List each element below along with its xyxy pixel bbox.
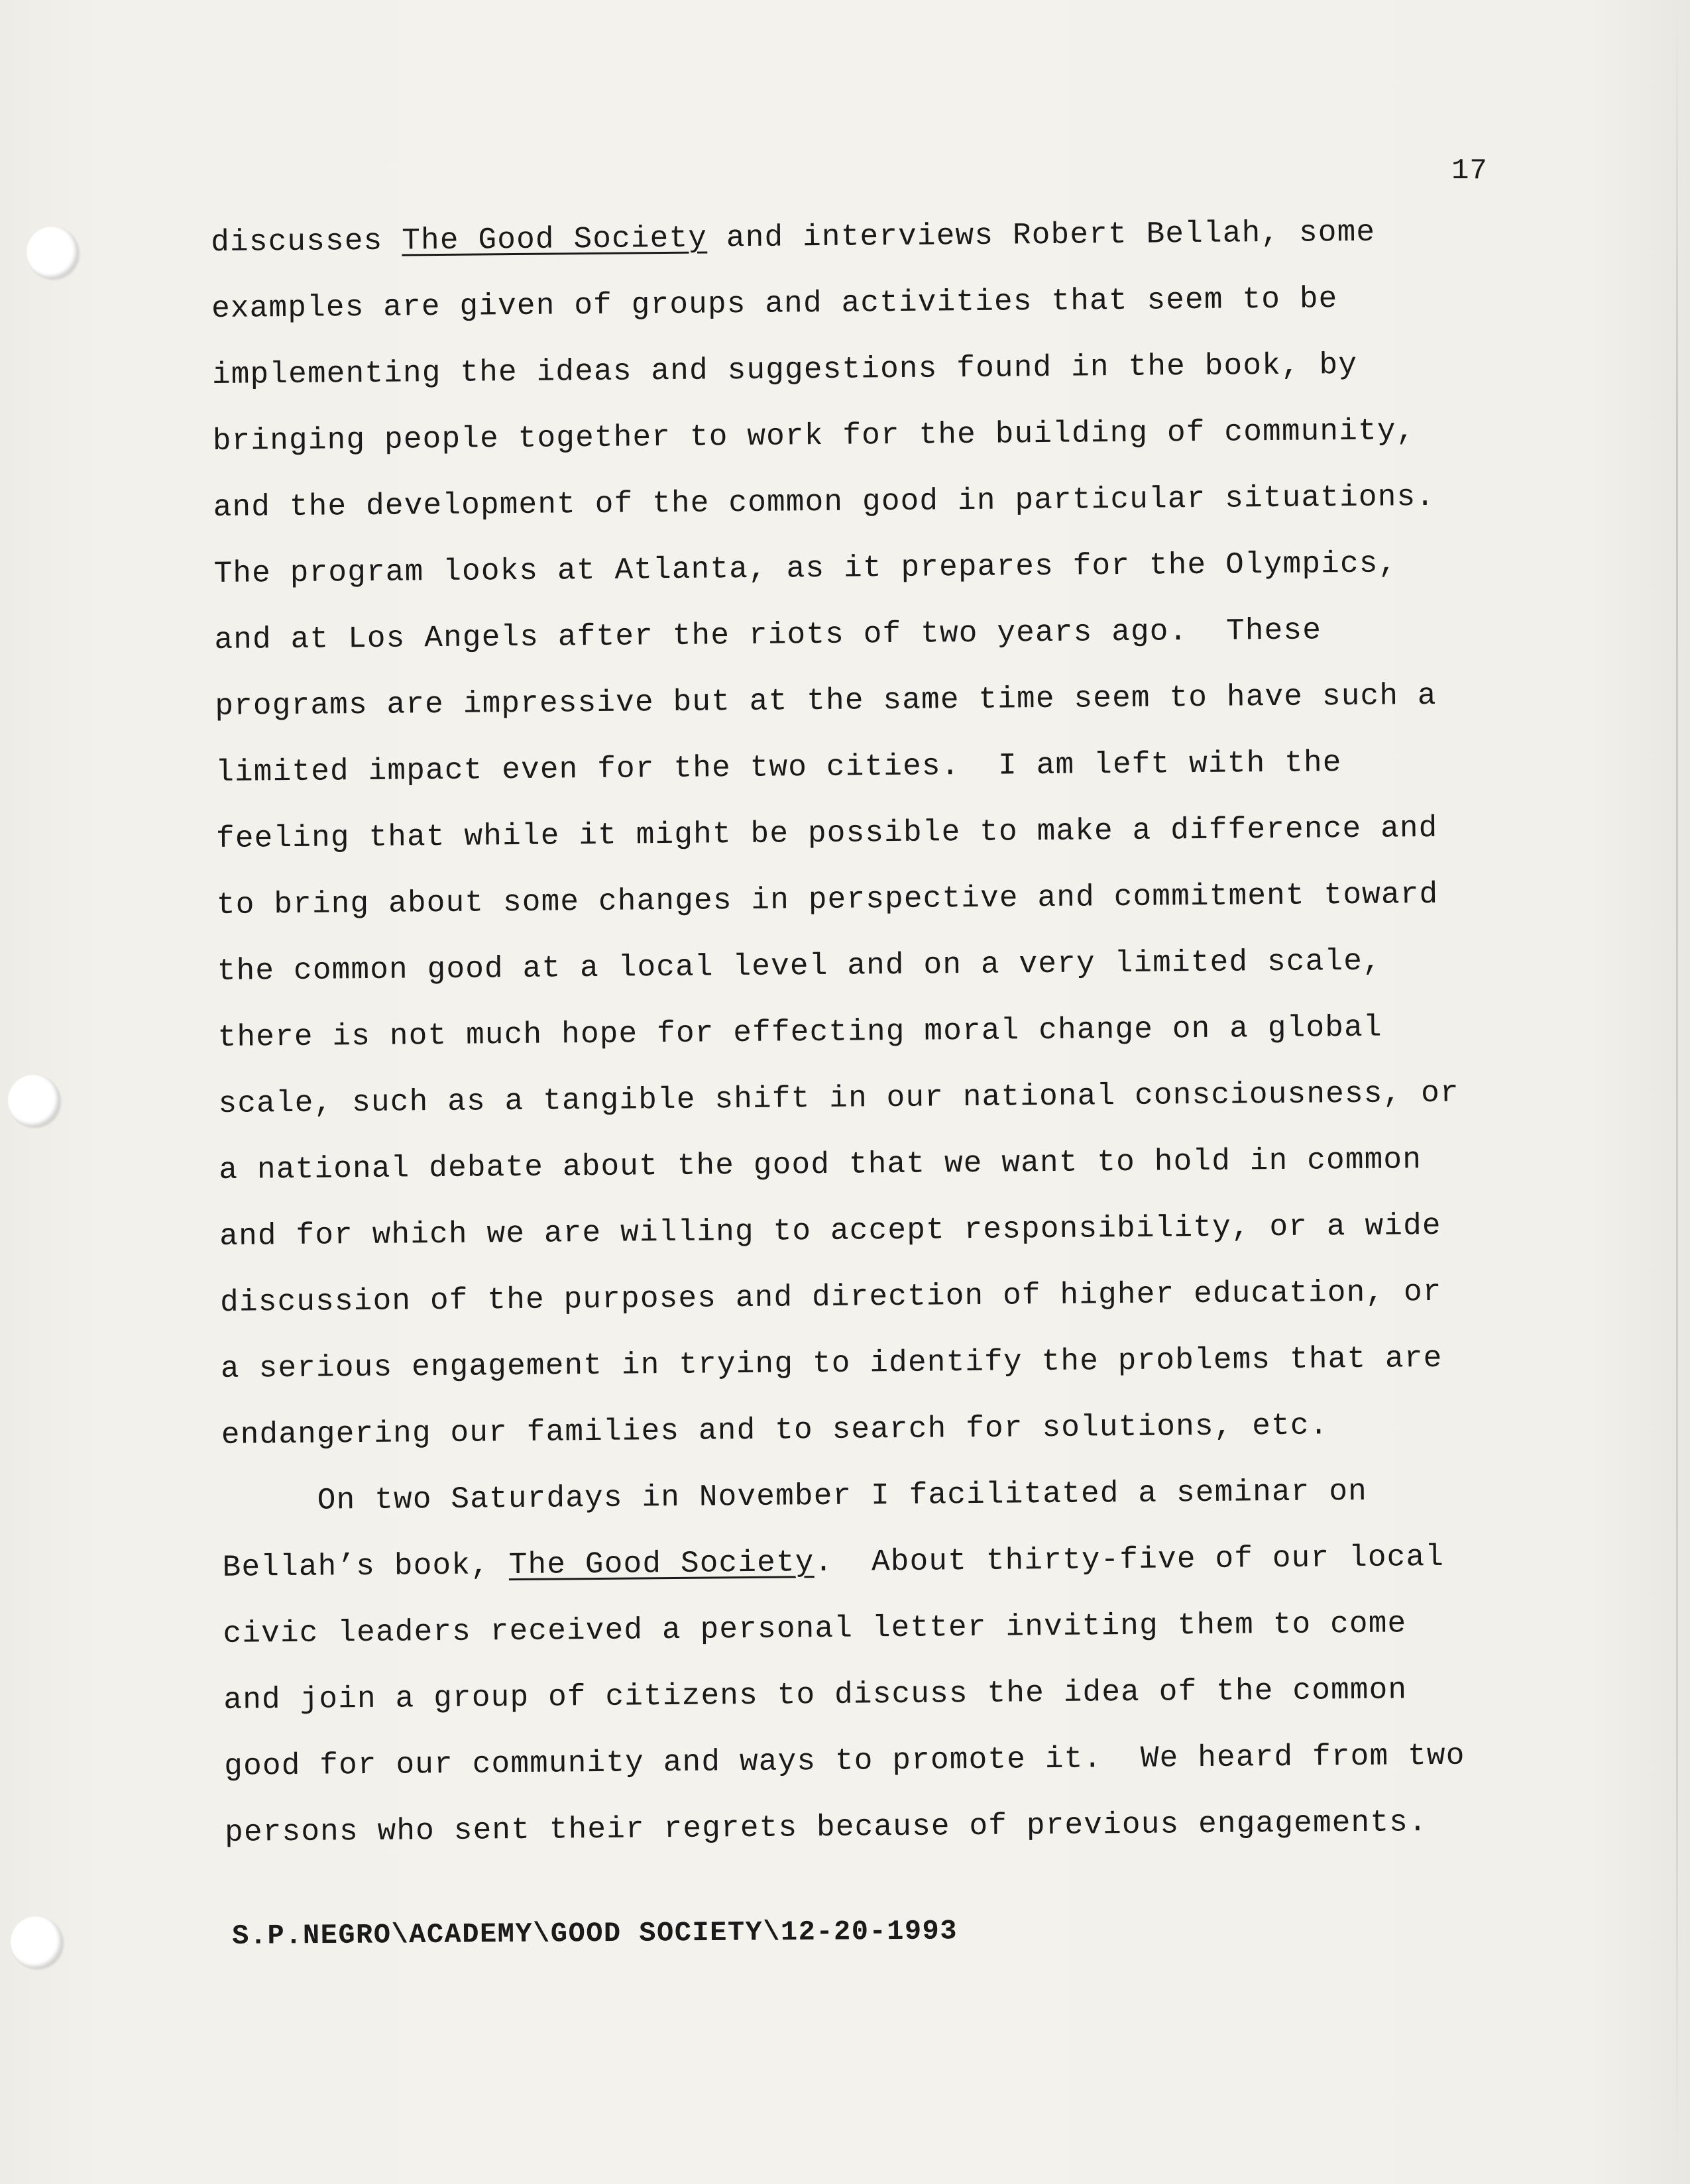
text-line (222, 1540, 1444, 1585)
footer-file-path: S.P.NEGRO\ACADEMY\GOOD SOCIETY\12-20-1993 (232, 1915, 958, 1952)
text-line: there is not much hope for effecting moral change on a global (217, 1010, 1382, 1055)
line-text: and interviews Robert Bellah, some (706, 215, 1376, 256)
line-text: . About thirty-five of our local (814, 1539, 1445, 1580)
text-line: implementing the ideas and suggestions found in the book, by (211, 347, 1358, 392)
text-line: and join a group of citizens to discuss the idea of the common (223, 1672, 1408, 1718)
line-text: discusses (211, 223, 402, 260)
text-line: On two Saturdays in November I facilitated a seminar on (221, 1474, 1368, 1519)
punch-hole-middle (8, 1075, 60, 1126)
text-line: and at Los Angels after the riots of two years ago. These (214, 613, 1322, 657)
text-line: programs are impressive but at the same time seem to have such a (215, 678, 1437, 724)
book-title: The Good Society (402, 221, 708, 258)
text-line: The program looks at Atlanta, as it prepares for the Olympics, (213, 546, 1398, 591)
text-line: endangering our families and to search for solutions, etc. (221, 1408, 1329, 1452)
text-line: limited impact even for the two cities. I am left with the (215, 745, 1342, 790)
text-line: persons who sent their regrets because of previous engagements. (224, 1805, 1428, 1850)
book-title: The Good Society (508, 1545, 815, 1583)
page-edge (1676, 0, 1678, 2184)
text-line: to bring about some changes in perspective and commitment toward (216, 877, 1439, 922)
text-line: and the development of the common good in particular situations. (213, 479, 1436, 525)
punch-hole-top (27, 227, 78, 278)
text-line: discussion of the purposes and direction of higher education, or (219, 1274, 1442, 1320)
text-line: civic leaders received a personal letter inviting them to come (223, 1606, 1407, 1651)
page-number: 17 (1451, 154, 1488, 188)
body-text (211, 214, 1536, 1850)
text-line: and for which we are willing to accept responsibility, or a wide (219, 1208, 1441, 1254)
text-line: a national debate about the good that we want to hold in common (219, 1142, 1422, 1187)
text-line: the common good at a local level and on a very limited scale, (217, 944, 1382, 989)
text-line: a serious engagement in trying to identify the problems that are (220, 1340, 1443, 1386)
line-text: Bellah’s book, (222, 1548, 509, 1585)
text-line (211, 215, 1375, 260)
text-line: bringing people together to work for the building of community, (212, 413, 1416, 459)
punch-hole-bottom (11, 1916, 62, 1968)
text-line: scale, such as a tangible shift in our national consciousness, or (218, 1075, 1460, 1121)
text-line: good for our community and ways to promote it. We heard from two (224, 1738, 1465, 1784)
text-line: examples are given of groups and activities that seem to be (211, 282, 1338, 326)
text-line: feeling that while it might be possible to make a difference and (215, 810, 1438, 856)
